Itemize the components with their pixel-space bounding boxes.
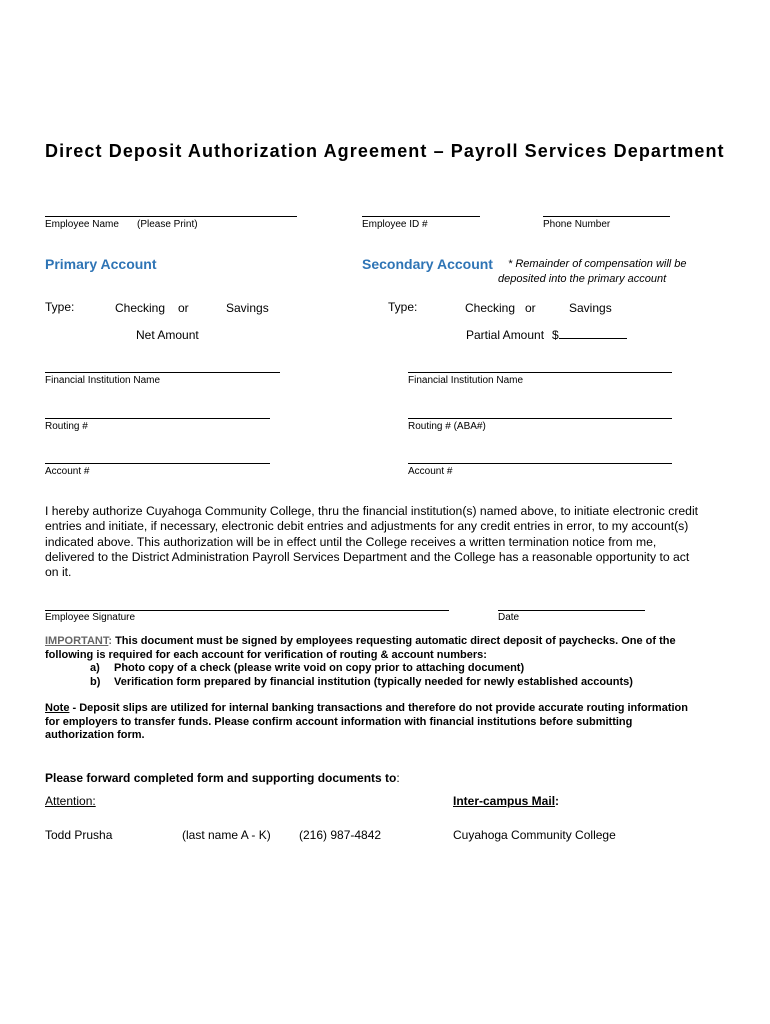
item-b-marker: b): [90, 675, 101, 688]
intercampus-text: Inter-campus Mail: [453, 794, 556, 808]
net-amount-label: Net Amount: [136, 328, 199, 342]
secondary-note-line1: * Remainder of compensation will be: [508, 258, 687, 270]
primary-account-heading: Primary Account: [45, 256, 157, 272]
secondary-note-line2: deposited into the primary account: [498, 273, 667, 285]
intercampus-colon: :: [555, 794, 560, 808]
date-line[interactable]: [498, 610, 645, 611]
forward-heading-text: Please forward completed form and supporting documents to: [45, 771, 397, 785]
dollar-sign: $: [552, 328, 559, 342]
contact-phone: (216) 987-4842: [299, 828, 382, 842]
partial-amount-field[interactable]: [552, 328, 627, 342]
primary-or-label: or: [178, 301, 189, 315]
contact-name: Todd Prusha: [45, 828, 113, 842]
primary-checking-option[interactable]: Checking: [115, 301, 166, 315]
primary-institution-label: Financial Institution Name: [45, 375, 161, 386]
primary-account-line[interactable]: [45, 463, 270, 464]
note-label: Note: [45, 702, 70, 714]
important-text: This document must be signed by employees requesting automatic direct deposit of paychecks. One of the: [112, 635, 676, 647]
important-label: IMPORTANT: [45, 635, 109, 647]
secondary-or-label: or: [525, 301, 536, 315]
authorization-line: entries and initiate, if necessary, electronic debit entries and adjustments for any credit entries in error, to my account(s): [45, 519, 689, 534]
partial-amount-label: Partial Amount: [466, 328, 545, 342]
secondary-account-heading: Secondary Account: [362, 256, 493, 272]
authorization-line: indicated above. This authorization will be in effect until the College receives a written termination notice from me,: [45, 534, 657, 549]
important-text-2: following is required for each account for verification of routing & account numbers:: [45, 648, 487, 661]
primary-account-label: Account #: [45, 466, 90, 477]
page-title: Direct Deposit Authorization Agreement – Payroll Services Department: [45, 141, 725, 161]
employee-name-label: Employee Name: [45, 219, 119, 230]
note-block: [45, 702, 745, 743]
secondary-routing-label: Routing # (ABA#): [408, 421, 486, 432]
secondary-institution-line[interactable]: [408, 372, 672, 373]
primary-routing-line[interactable]: [45, 418, 270, 419]
employee-id-label: Employee ID #: [362, 219, 428, 230]
note-text: - Deposit slips are utilized for internal banking transactions and therefore do not provide accurate routing information: [69, 702, 688, 714]
secondary-checking-option[interactable]: Checking: [465, 301, 516, 315]
primary-type-label: Type:: [45, 300, 75, 314]
employee-signature-label: Employee Signature: [45, 612, 136, 623]
secondary-institution-label: Financial Institution Name: [408, 375, 524, 386]
important-block: [45, 635, 745, 689]
item-a-text: Photo copy of a check (please write void on copy prior to attaching document): [114, 662, 525, 674]
authorization-line: on it.: [45, 565, 72, 580]
secondary-account-label: Account #: [408, 466, 453, 477]
primary-savings-option[interactable]: Savings: [226, 301, 269, 315]
college-name: Cuyahoga Community College: [453, 828, 616, 842]
secondary-type-label: Type:: [388, 300, 418, 314]
primary-routing-label: Routing #: [45, 421, 88, 432]
forward-heading: [45, 771, 400, 785]
attention-label: Attention:: [45, 794, 96, 808]
item-a-marker: a): [90, 662, 100, 674]
last-name-range: (last name A - K): [182, 828, 271, 842]
authorization-line: delivered to the District Administration Payroll Services Department and the College has a reasonable opportunity to act: [45, 549, 690, 564]
important-colon: :: [108, 635, 113, 647]
phone-label: Phone Number: [543, 219, 611, 230]
authorization-line: I hereby authorize Cuyahoga Community College, thru the financial institution(s) named above, to initiate electronic credit: [45, 504, 699, 518]
item-b-text: Verification form prepared by financial institution (typically needed for newly established accounts): [114, 675, 633, 688]
authorization-paragraph: [45, 504, 735, 580]
forward-colon: :: [396, 771, 400, 785]
secondary-routing-line[interactable]: [408, 418, 672, 419]
employee-signature-line[interactable]: [45, 610, 449, 611]
primary-institution-line[interactable]: [45, 372, 280, 373]
employee-id-line[interactable]: [362, 216, 480, 217]
please-print-label: (Please Print): [137, 219, 198, 230]
phone-line[interactable]: [543, 216, 670, 217]
date-label: Date: [498, 612, 520, 623]
intercampus-label: [453, 794, 559, 808]
secondary-account-line[interactable]: [408, 463, 672, 464]
note-text-2: for employers to transfer funds. Please confirm account information with financial institutions before submitting: [45, 715, 633, 728]
secondary-savings-option[interactable]: Savings: [569, 301, 612, 315]
partial-amount-line: [559, 328, 627, 339]
employee-name-line[interactable]: [45, 216, 297, 217]
note-text-3: authorization form.: [45, 729, 145, 741]
